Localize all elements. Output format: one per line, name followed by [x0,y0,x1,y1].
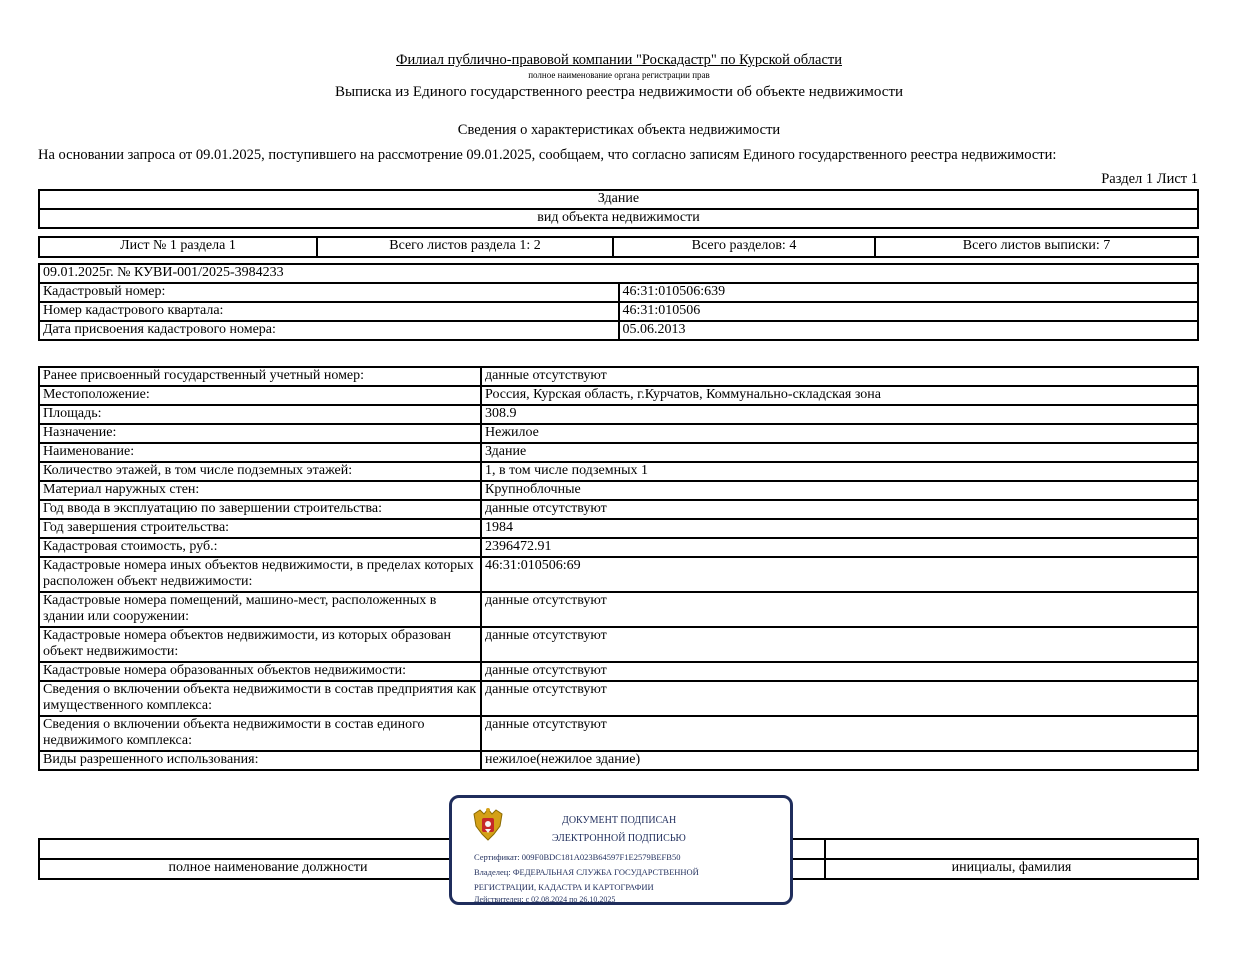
row-label: Ранее присвоенный государственный учетный номер: [39,367,481,386]
row-label: Кадастровые номера иных объектов недвижимости, в пределах которых расположен объект недвижимости: [39,557,481,592]
object-type-value: Здание [39,190,1198,209]
stamp-certificate: Сертификат: 009F0BDC181A023B64597F1E2579BEFB50 [474,852,681,862]
row-value: 308.9 [481,405,1198,424]
table-row [39,557,1198,592]
row-value: 46:31:010506 [619,302,1199,321]
row-value: данные отсутствуют [481,592,1198,627]
row-value: 05.06.2013 [619,321,1199,340]
row-value: 1, в том числе подземных 1 [481,462,1198,481]
organization-caption: полное наименование органа регистрации прав [528,70,710,80]
row-label: Местоположение: [39,386,481,405]
row-label: Год ввода в эксплуатацию по завершении строительства: [39,500,481,519]
organization-name-text: Филиал публично-правовой компании "Роскадастр" по Курской области [395,52,843,68]
stamp-line2: ЭЛЕКТРОННОЙ ПОДПИСЬЮ [552,833,686,844]
row-label: Назначение: [39,424,481,443]
total-sheets-extract: Всего листов выписки: 7 [875,237,1198,257]
row-value: 2396472.91 [481,538,1198,557]
object-type-table [38,189,1199,229]
table-row [39,424,1198,443]
row-value: Здание [481,443,1198,462]
row-value: Крупноблочные [481,481,1198,500]
section-sheet-label: Раздел 1 Лист 1 [1101,171,1198,187]
record-number: 09.01.2025г. № КУВИ-001/2025-3984233 [39,264,1198,283]
row-label: Кадастровый номер: [39,283,619,302]
row-value: Россия, Курская область, г.Курчатов, Коммунально-складская зона [481,386,1198,405]
table-row [39,321,1198,340]
row-value: данные отсутствуют [481,627,1198,662]
sheets-info-table [38,236,1199,258]
table-row [39,367,1198,386]
name-caption: инициалы, фамилия [825,859,1198,879]
row-label: Год завершения строительства: [39,519,481,538]
row-label: Материал наружных стен: [39,481,481,500]
row-label: Наименование: [39,443,481,462]
section-title: Сведения о характеристиках объекта недвижимости [457,122,781,138]
basis-text: На основании запроса от 09.01.2025, поступившего на рассмотрение 09.01.2025, сообщаем, что согласно записям Единого государственного реестра недвижимости: [38,147,1057,163]
total-sections: Всего разделов: 4 [613,237,875,257]
row-value: данные отсутствуют [481,716,1198,751]
table-row [39,519,1198,538]
stamp-owner-line2: РЕГИСТРАЦИИ, КАДАСТРА И КАРТОГРАФИИ [474,882,654,892]
stamp-validity: Действителен: с 02.08.2024 по 26.10.2025 [474,895,616,904]
table-row [39,751,1198,770]
row-label: Кадастровые номера объектов недвижимости, из которых образован объект недвижимости: [39,627,481,662]
table-row [39,386,1198,405]
table-row [39,462,1198,481]
row-label: Количество этажей, в том числе подземных этажей: [39,462,481,481]
stamp-line1: ДОКУМЕНТ ПОДПИСАН [562,815,677,826]
characteristics-table [38,366,1199,771]
row-value: данные отсутствуют [481,500,1198,519]
e-signature-stamp [449,795,793,905]
row-value: 46:31:010506:639 [619,283,1199,302]
stamp-owner-line1: Владелец: ФЕДЕРАЛЬНАЯ СЛУЖБА ГОСУДАРСТВЕННОЙ [474,867,699,877]
row-label: Номер кадастрового квартала: [39,302,619,321]
row-value: Нежилое [481,424,1198,443]
row-value: 1984 [481,519,1198,538]
row-label: Кадастровая стоимость, руб.: [39,538,481,557]
row-label: Сведения о включении объекта недвижимости в состав единого недвижимого комплекса: [39,716,481,751]
table-row [39,283,1198,302]
organization-name [0,52,1238,69]
row-label: Сведения о включении объекта недвижимости в состав предприятия как имущественного комплекса: [39,681,481,716]
row-value: данные отсутствуют [481,367,1198,386]
position-caption: полное наименование должности [39,859,497,879]
table-row [39,716,1198,751]
table-row [39,443,1198,462]
table-row [39,481,1198,500]
table-row [39,592,1198,627]
row-value: данные отсутствуют [481,662,1198,681]
table-row [39,538,1198,557]
table-row [39,662,1198,681]
row-label: Кадастровые номера образованных объектов недвижимости: [39,662,481,681]
row-value: данные отсутствуют [481,681,1198,716]
row-label: Кадастровые номера помещений, машино-мест, расположенных в здании или сооружении: [39,592,481,627]
row-label: Виды разрешенного использования: [39,751,481,770]
table-row [39,500,1198,519]
row-label: Дата присвоения кадастрового номера: [39,321,619,340]
document-title: Выписка из Единого государственного реестра недвижимости об объекте недвижимости [334,84,904,100]
sheet-number: Лист № 1 раздела 1 [39,237,317,257]
object-type-caption: вид объекта недвижимости [39,209,1198,228]
table-row [39,627,1198,662]
total-sheets-section: Всего листов раздела 1: 2 [317,237,613,257]
coat-of-arms-icon [470,806,506,846]
row-value: 46:31:010506:69 [481,557,1198,592]
row-value: нежилое(нежилое здание) [481,751,1198,770]
table-row [39,302,1198,321]
table-row [39,405,1198,424]
registration-table [38,263,1199,341]
table-row [39,681,1198,716]
row-label: Площадь: [39,405,481,424]
